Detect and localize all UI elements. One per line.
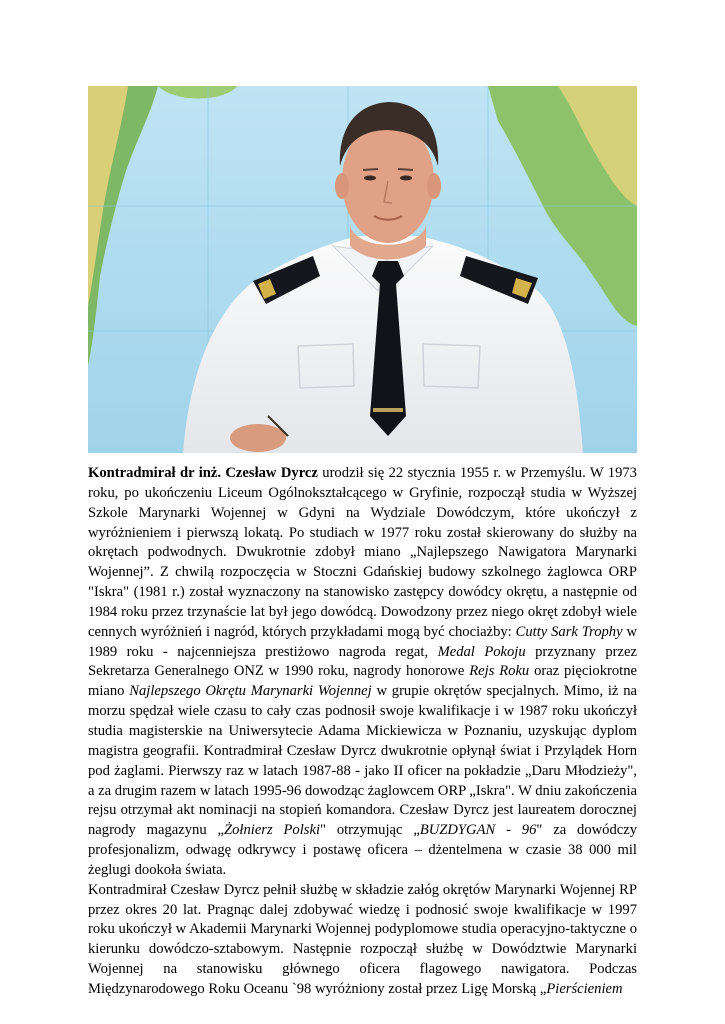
text-run: oraz pięciokrotne miano (88, 663, 637, 700)
text-run: w 1989 roku - najcenniejsza prestiżowo nagroda regat, (88, 623, 637, 660)
magazine-zolnierz-polski: Żołnierz Polski (224, 822, 320, 839)
award-najlepszy-okret: Najlepszego Okrętu Marynarki Wojennej (129, 683, 372, 700)
text-run: przyznany przez Sekretarza Generalnego ONZ w 1990 roku, nagrody honorowe (88, 643, 637, 680)
person-hand (230, 424, 286, 452)
biography-paragraph-1 (88, 464, 637, 881)
biography-paragraph-2 (88, 881, 637, 1000)
text-run: " otrzymując „ (320, 822, 420, 839)
text-run: " za dowódczy profesjonalizm, odwagę odkrywcy i postawę oficera – dżentelmena w czasie 38 000 mil żeglugi dookoła świata. (88, 822, 638, 878)
award-rejs-roku: Rejs Roku (469, 663, 530, 680)
award-pierscien: Pierścieniem (546, 980, 623, 997)
award-buzdygan: BUZDYGAN - 96 (419, 822, 537, 839)
text-run: urodził się 22 stycznia 1955 r. w Przemyślu. W 1973 roku, po ukończeniu Liceum Ogólnokształcącego w Gryfinie, rozpoczął studia w Wyższej Szkole Marynarki Wojennej w Gdyni na Wydziale Dowódczym, które ukończył z wyróżnieniem i pierwszą lokatą. Po studiach w 1977 roku został skierowany do służby na okrętach podwodnych. Dwukrotnie zdobył miano „Najlepszego Nawigatora Marynarki Wojennej”. Z chwilą rozpoczęcia w Stoczni Gdańskiej budowy szkolnego żaglowca ORP "Iskra" (1981 r.) został wyznaczony na stanowisko zastępcy dowódcy okrętu, a następnie od 1984 roku przez trzynaście lat był jego dowódcą. Dowodzony przez niego okręt zdobył wiele cennych wyróżnień i nagród, których przykładami mogą być chociażby: (88, 465, 637, 640)
award-medal-pokoju: Medal Pokoju (437, 643, 526, 660)
biography-name-lead: Kontradmirał dr inż. Czesław Dyrcz (88, 465, 318, 481)
text-run: Kontradmirał Czesław Dyrcz pełnił służbę w składzie załóg okrętów Marynarki Wojennej RP przez okres 20 lat. Pragnąc dalej zdobywać wiedzę i podnosić swoje kwalifikacje w 1997 roku ukończył w Akademii Marynarki Wojennej podyplomowe studia operacyjno-taktyczne o kierunku dowódczo-sztabowym. Następnie rozpoczął służbę w Dowództwie Marynarki Wojennej na stanowisku głównego oficera flagowego nawigatora. Podczas Międzynarodowego Roku Oceanu `98 wyróżniony został przez Ligę Morską „ (88, 881, 637, 997)
text-run: w grupie okrętów specjalnych. Mimo, iż na morzu spędzał wiele czasu to cały czas podnosił swoje kwalifikacje i w 1987 roku ukończył studia magisterskie na Uniwersytecie Adama Mickiewicza w Poznaniu, uzyskując dyplom magistra geografii. Kontradmirał Czesław Dyrcz dwukrotnie opłynął świat i Przylądek Horn pod żaglami. Pierwszy raz w latach 1987-88 - jako II oficer na pokładzie „Daru Młodzieży", a za drugim razem w latach 1995-96 dowodząc żaglowcem ORP „Iskra". W dniu zakończenia rejsu otrzymał akt nominacji na stopień komandora. Czesław Dyrcz jest laureatem dorocznej nagrody magazynu „ (88, 683, 637, 839)
portrait-photo (88, 86, 637, 453)
biography-text (88, 464, 637, 1000)
award-cutty-sark: Cutty Sark Trophy (515, 623, 623, 640)
